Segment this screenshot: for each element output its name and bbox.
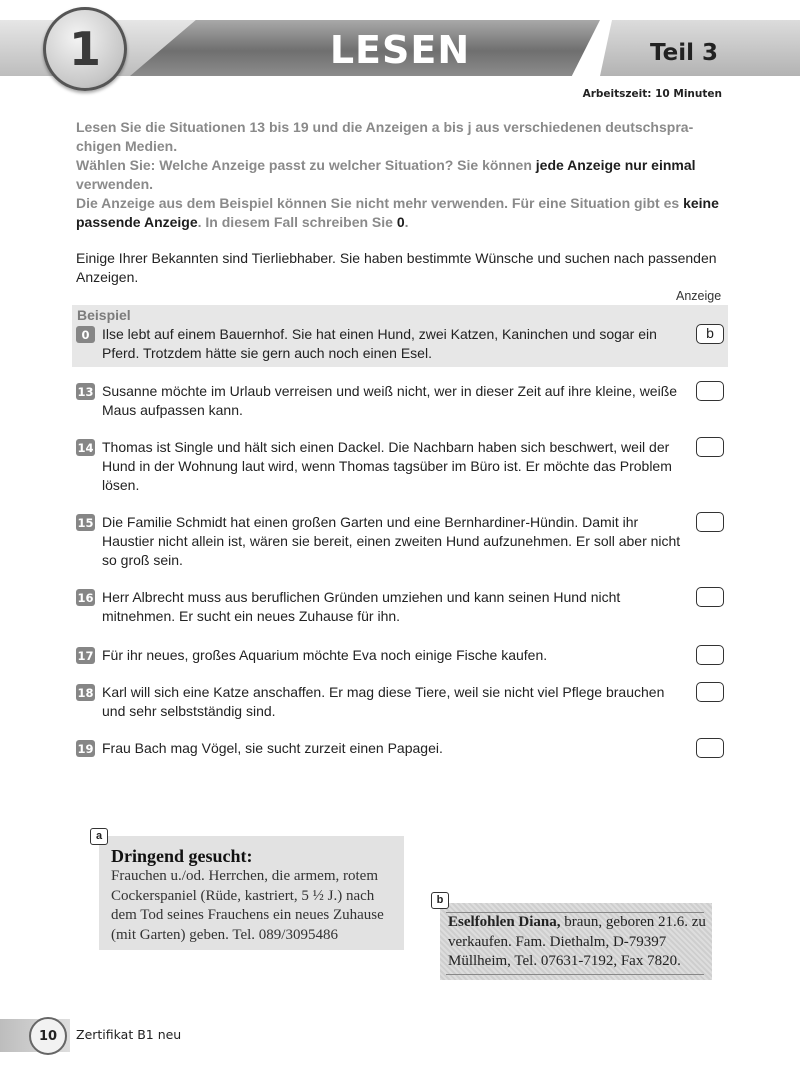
ad-text: braun, geboren 21.6. zu verkaufen. Fam. Diethalm, D-79397 Müllheim, Tel. 07631-7192, Fax 7820. [448, 914, 706, 969]
instruction-paragraph-3 [76, 194, 726, 232]
item-number-badge: 16 [77, 590, 94, 605]
ad-body: Frauchen u./od. Herrchen, die armem, rotem Cockerspaniel (Rüde, kastriert, 5 ½ J.) nach dem Tod seines Frauchens ein neues Zuhause (mit Garten) geben. Tel. 089/3095486 [111, 868, 384, 943]
item-text: Herr Albrecht muss aus beruflichen Gründen umziehen und kann seinen Hund nicht mitnehmen. Er sucht ein neues Zuhause für ihn. [102, 589, 621, 624]
item-number-badge: 15 [77, 515, 94, 530]
item-text: Ilse lebt auf einem Bauernhof. Sie hat einen Hund, zwei Katzen, Kaninchen und sogar ein Pferd. Trotzdem hätte sie gern auch noch einen Esel. [102, 326, 657, 361]
intro-text: Einige Ihrer Bekannten sind Tierliebhaber. Sie haben bestimmte Wünsche und suchen nach passenden Anzeigen. [76, 250, 717, 285]
instruction-text: . In diesem Fall schreiben Sie [197, 214, 397, 230]
instruction-emphasis: keine passende Anzeige [76, 195, 719, 230]
instruction-paragraph-1: Lesen Sie die Situationen 13 bis 19 und die Anzeigen a bis j aus verschiedenen deutschsprachigen Medien. [76, 119, 694, 154]
item-number-badge: 19 [77, 741, 94, 756]
unit-number: 1 [68, 22, 101, 76]
item-number-badge: 17 [77, 648, 94, 663]
time-limit: Arbeitszeit: 10 Minuten [582, 88, 722, 100]
example-answer-box: b [696, 324, 724, 344]
answer-box[interactable] [696, 645, 724, 665]
item-number-badge: 13 [77, 384, 94, 399]
ad-letter-badge: a [90, 828, 108, 845]
answer-box[interactable] [696, 381, 724, 401]
answer-box[interactable] [696, 738, 724, 758]
ad-letter-badge: b [431, 892, 449, 909]
instruction-text: verwenden. [76, 176, 154, 192]
item-text: Die Familie Schmidt hat einen großen Garten und eine Bernhardiner-Hündin. Damit ihr Haustier nicht allein ist, wären sie bereit, einen zweiten Hund aufzunehmen. Er soll aber nicht so groß sein. [102, 514, 681, 568]
instruction-text: Die Anzeige aus dem Beispiel können Sie nicht mehr verwenden. Für eine Situation gibt es [76, 195, 684, 211]
item-text: Karl will sich eine Katze anschaffen. Er mag diese Tiere, weil sie nicht viel Pflege brauchen und sehr selbstständig sind. [102, 684, 665, 719]
example-label: Beispiel [77, 307, 131, 323]
instruction-text: Wählen Sie: Welche Anzeige passt zu welcher Situation? Sie können [76, 157, 536, 173]
advertisement-a [95, 830, 404, 950]
ad-divider [446, 974, 704, 975]
section-title: LESEN [329, 28, 471, 72]
item-text: Thomas ist Single und hält sich einen Dackel. Die Nachbarn haben sich beschwert, weil der Hund in der Wohnung laut wird, wenn Thomas tagsüber im Büro ist. Er möchte das Problem lösen. [102, 439, 672, 493]
instruction-text: . [404, 214, 409, 230]
part-label: Teil 3 [650, 40, 719, 66]
item-number-badge: 18 [77, 685, 94, 700]
answer-box[interactable] [696, 587, 724, 607]
item-number-badge: 14 [77, 440, 94, 455]
instruction-emphasis: 0 [396, 214, 405, 230]
page-header [0, 0, 800, 110]
ad-title: Dringend gesucht: [111, 846, 253, 866]
answer-box[interactable] [696, 437, 724, 457]
item-text: Susanne möchte im Urlaub verreisen und weiß nicht, wer in dieser Zeit auf ihre kleine, weiße Maus aufpassen kann. [102, 383, 678, 418]
task-instructions [76, 118, 726, 232]
instruction-emphasis: jede Anzeige nur einmal [535, 157, 696, 173]
answer-box[interactable] [696, 682, 724, 702]
ad-body [448, 913, 708, 972]
instruction-paragraph-2 [76, 156, 726, 194]
book-title: Zertifikat B1 neu [76, 1027, 182, 1042]
unit-number-badge [43, 7, 127, 91]
item-text: Für ihr neues, großes Aquarium möchte Eva noch einige Fische kaufen. [102, 647, 548, 663]
item-number-badge: 0 [76, 326, 95, 343]
answer-box[interactable] [696, 512, 724, 532]
answer-column-label: Anzeige [676, 289, 722, 303]
page-number: 10 [29, 1017, 67, 1055]
advertisement-b [436, 894, 712, 980]
item-text: Frau Bach mag Vögel, sie sucht zurzeit einen Papagei. [102, 740, 443, 756]
ad-title: Eselfohlen Diana, [448, 914, 561, 930]
